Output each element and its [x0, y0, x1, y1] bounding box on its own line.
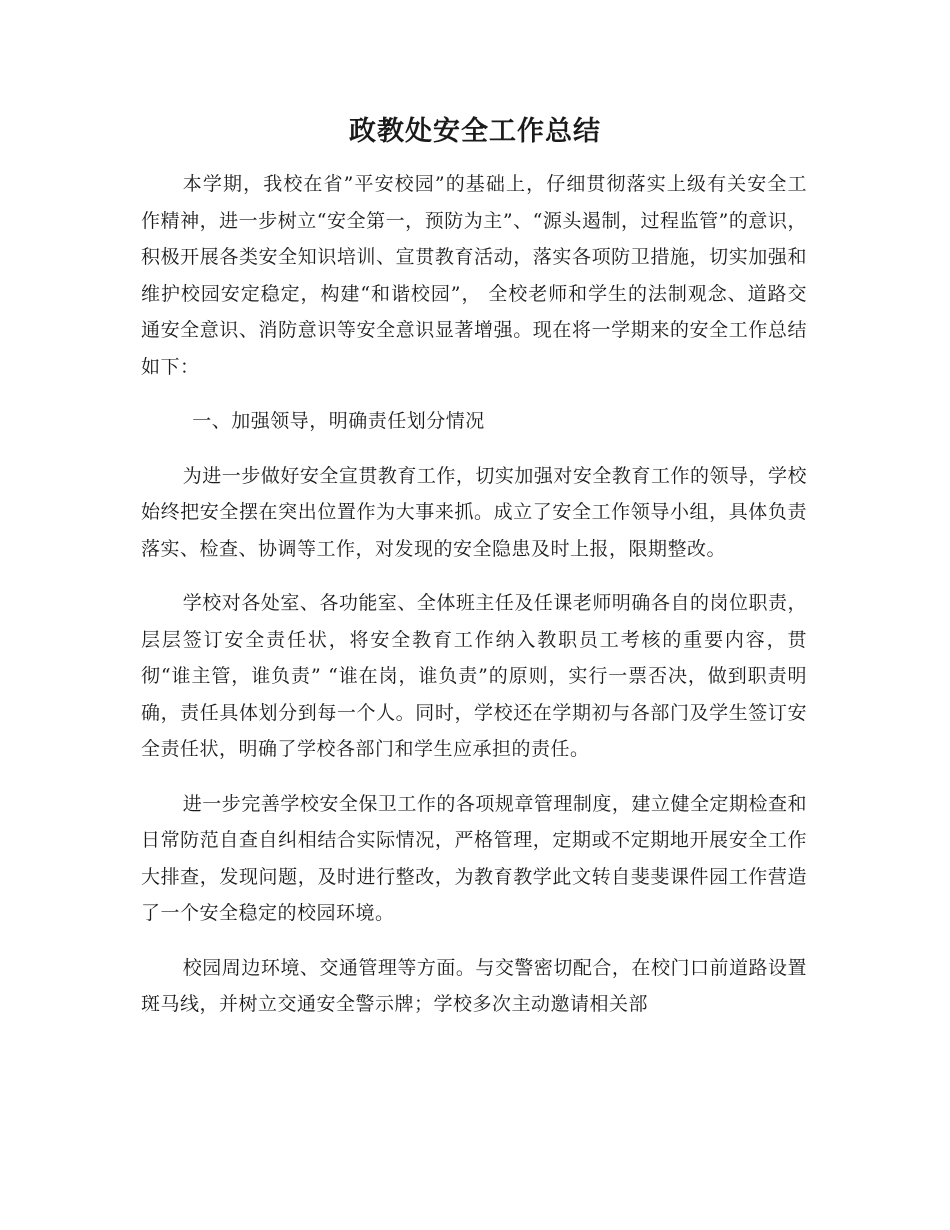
paragraph-traffic: 校园周边环境、交通管理等方面。与交警密切配合，在校门口前道路设置斑马线，并树立交通安全警示牌；学校多次主动邀请相关部 — [141, 956, 807, 1015]
paragraph-responsibility: 学校对各处室、各功能室、全体班主任及任课老师明确各自的岗位职责，层层签订安全责任状，将安全教育工作纳入教职员工考核的重要内容，贯彻“谁主管，谁负责” “谁在岗，谁负责”的原则，实行一票否决，做到职责明确，责任具体划分到每一个人。同时，学校还在学期初与各部门及学生签订安全责任状，明确了学校各部门和学生应承担的责任。 — [141, 592, 807, 760]
document-title: 政教处安全工作总结 — [349, 116, 601, 147]
paragraph-regulations: 进一步完善学校安全保卫工作的各项规章管理制度，建立健全定期检查和日常防范自查自纠相结合实际情况，严格管理，定期或不定期地开展安全工作大排查，发现问题，及时进行整改，为教育教学此文转自斐斐课件园工作营造了一个安全稳定的校园环境。 — [141, 792, 807, 924]
paragraph-intro: 本学期，我校在省”平安校园”的基础上，仔细贯彻落实上级有关安全工作精神，进一步树立“安全第一，预防为主”、“源头遏制，过程监管”的意识，积极开展各类安全知识培训、宣贯教育活动，落实各项防卫措施，切实加强和维护校园安定稳定，构建“和谐校园”， 全校老师和学生的法制观念、道路交通安全意识、消防意识等安全意识显著增强。现在将一学期来的安全工作总结如下： — [141, 173, 807, 378]
document-body — [141, 166, 807, 1023]
paragraph-leadership: 为进一步做好安全宣贯教育工作，切实加强对安全教育工作的领导，学校始终把安全摆在突出位置作为大事来抓。成立了安全工作领导小组，具体负责落实、检查、协调等工作，对发现的安全隐患及时上报，限期整改。 — [141, 464, 807, 560]
section-heading-leadership: 一、加强领导，明确责任划分情况 — [192, 410, 485, 432]
